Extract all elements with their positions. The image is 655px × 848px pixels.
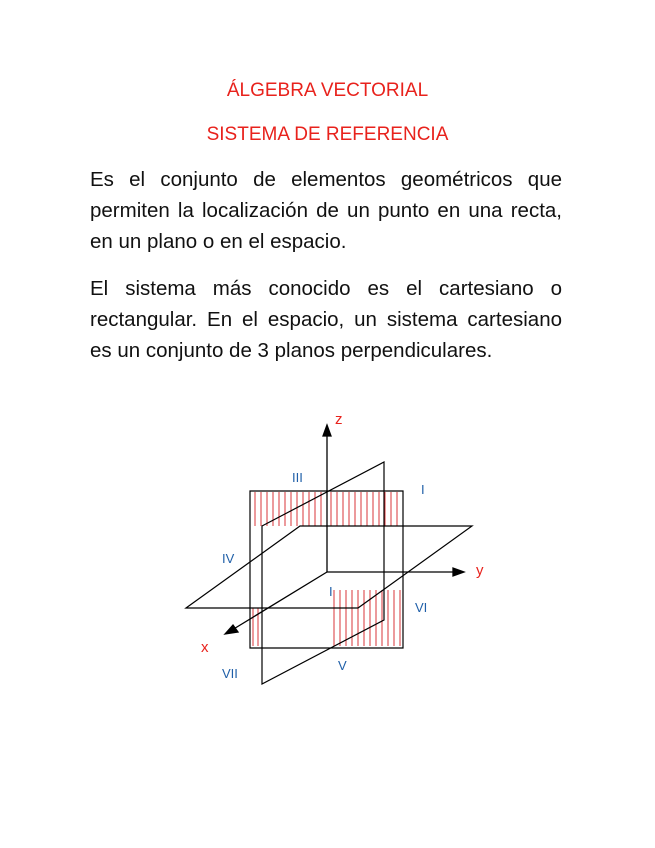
z-axis-arrowhead xyxy=(323,425,331,436)
hatch-upper-right xyxy=(331,492,397,526)
y-axis-label: y xyxy=(476,562,484,579)
section-title: SISTEMA DE REFERENCIA xyxy=(206,124,449,145)
z-axis-label: z xyxy=(335,411,343,428)
yz-plane xyxy=(262,462,384,684)
x-axis xyxy=(232,572,327,630)
coordinate-system-diagram xyxy=(0,395,655,705)
x-axis-arrowhead xyxy=(225,625,238,634)
y-axis-arrowhead xyxy=(453,568,464,576)
hatch-lower-right xyxy=(334,590,400,646)
hatch-upper-left xyxy=(255,492,321,526)
octant-label-v: V xyxy=(338,658,347,673)
page-title: ÁLGEBRA VECTORIAL xyxy=(226,80,429,101)
octant-label-vii: VII xyxy=(222,666,238,681)
hatch-lower-left xyxy=(253,608,258,646)
x-axis-label: x xyxy=(201,639,209,656)
octant-label-iv: IV xyxy=(222,551,235,566)
octant-label-i-lower: I xyxy=(329,584,333,599)
paragraph-cartesian: El sistema más conocido es el cartesiano o rectangular. En el espacio, un sistema cartesiano es un conjunto de 3 planos perpendiculares. xyxy=(90,277,562,362)
octant-label-i-upper: I xyxy=(421,482,425,497)
octant-label-iii: III xyxy=(292,470,303,485)
octant-label-vi: VI xyxy=(415,600,428,615)
paragraph-definition: Es el conjunto de elementos geométricos que permiten la localización de un punto en una recta, en un plano o en el espacio. xyxy=(90,168,562,253)
